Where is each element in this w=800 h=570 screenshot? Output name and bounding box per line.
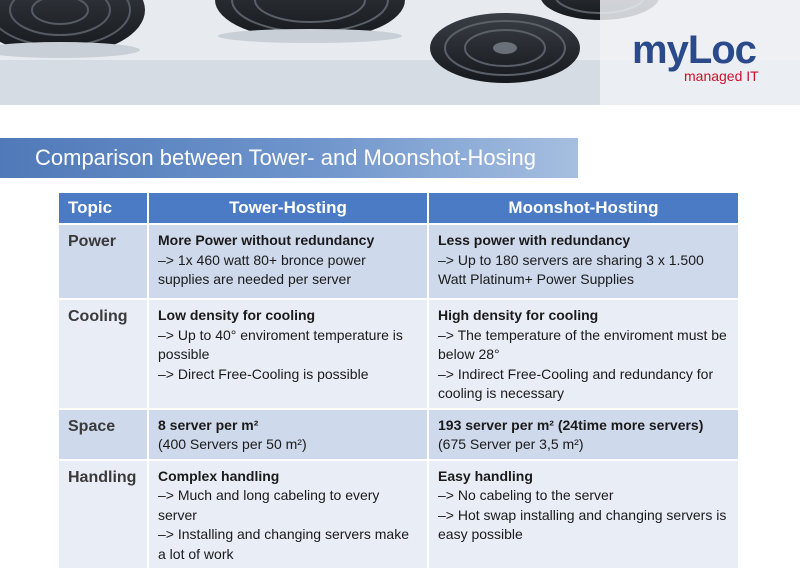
- comparison-table: [59, 193, 740, 568]
- fan-icon: [215, 0, 405, 43]
- tower-cell: More Power without redundancy –> 1x 460 watt 80+ bronce power supplies are needed per server: [148, 224, 428, 299]
- slide-title: Comparison between Tower- and Moonshot-Hosing: [35, 145, 536, 170]
- table-header-row: [59, 193, 739, 224]
- moonshot-cell: Easy handling –> No cabeling to the server –> Hot swap installing and changing servers is easy possible: [428, 460, 739, 569]
- row-topic: Power: [59, 224, 148, 299]
- table-row-space: [59, 409, 739, 460]
- column-header-moonshot: Moonshot-Hosting: [428, 193, 739, 224]
- row-topic: Space: [59, 409, 148, 460]
- table-row-handling: [59, 460, 739, 569]
- moonshot-cell: Less power with redundancy –> Up to 180 servers are sharing 3 x 1.500 Watt Platinum+ Power Supplies: [428, 224, 739, 299]
- tower-cell: Complex handling –> Much and long cabeling to every server –> Installing and changing servers make a lot of work: [148, 460, 428, 569]
- moonshot-cell: High density for cooling –> The temperature of the enviroment must be below 28° –> Indirect Free-Cooling and redundancy for cooling is necessary: [428, 299, 739, 409]
- column-header-topic: Topic: [59, 193, 148, 224]
- myloc-logo: myLoc managed IT: [632, 28, 759, 84]
- column-header-tower: Tower-Hosting: [148, 193, 428, 224]
- fan-icon: [0, 0, 145, 58]
- row-topic: Handling: [59, 460, 148, 569]
- tower-cell: Low density for cooling –> Up to 40° enviroment temperature is possible –> Direct Free-Cooling is possible: [148, 299, 428, 409]
- fan-icon: [430, 13, 580, 83]
- tower-cell: 8 server per m² (400 Servers per 50 m²): [148, 409, 428, 460]
- row-topic: Cooling: [59, 299, 148, 409]
- table-row-cooling: [59, 299, 739, 409]
- header-banner: [0, 0, 800, 105]
- slide-title-bar: [0, 138, 578, 178]
- moonshot-cell: 193 server per m² (24time more servers) (675 Server per 3,5 m²): [428, 409, 739, 460]
- table-row-power: [59, 224, 739, 299]
